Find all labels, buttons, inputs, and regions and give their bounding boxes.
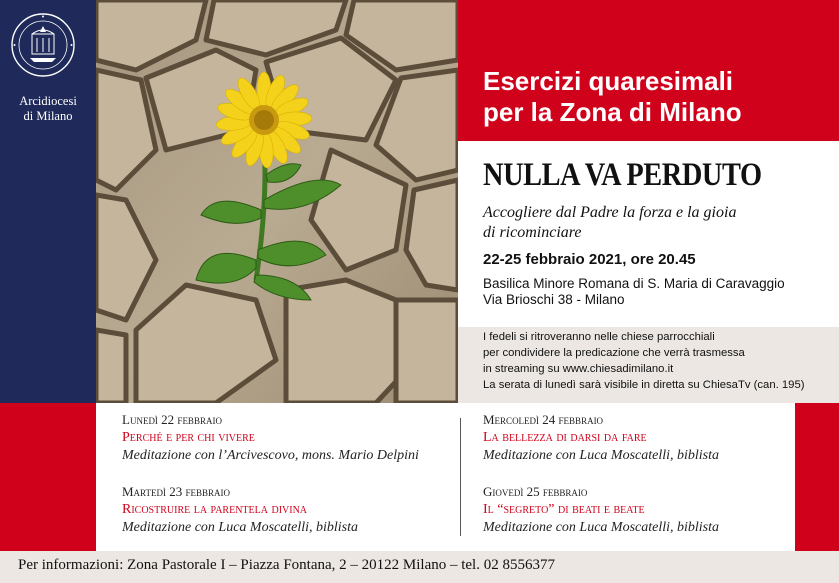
- event-dates: 22-25 febbraio 2021, ore 20.45: [483, 251, 696, 268]
- subtitle: [483, 203, 823, 243]
- schedule-day: Martedì 23 febbraio: [122, 484, 231, 499]
- schedule-item-thursday: [483, 484, 719, 536]
- header-title: [483, 66, 823, 128]
- schedule-day: Lunedì 22 febbraio: [122, 412, 222, 427]
- venue-line2: Via Brioschi 38 - Milano: [483, 292, 625, 307]
- info-line: per condividere la predicazione che verrà trasmessa: [483, 347, 745, 359]
- schedule-talk-title: Perché e per chi vivere: [122, 430, 255, 445]
- archdiocese-seal-icon: [10, 12, 76, 78]
- info-line: in streaming su www.chiesadimilano.it: [483, 363, 674, 375]
- schedule-talk-title: La bellezza di darsi da fare: [483, 430, 647, 445]
- info-line: La serata di lunedì sarà visibile in diretta su ChiesaTv (can. 195): [483, 379, 805, 391]
- schedule-talk-title: Ricostruire la parentela divina: [122, 502, 308, 517]
- schedule-speaker: Meditazione con Luca Moscatelli, biblista: [483, 520, 720, 535]
- schedule-speaker: Meditazione con Luca Moscatelli, biblista: [483, 448, 720, 463]
- info-text: [483, 329, 833, 393]
- flower-in-cracked-earth-photo: [96, 0, 458, 403]
- schedule-talk-title: Il “segreto” di beati e beate: [483, 502, 645, 517]
- header-title-line2: per la Zona di Milano: [483, 97, 742, 127]
- subtitle-line2: di ricominciare: [483, 224, 582, 241]
- info-line: I fedeli si ritroveranno nelle chiese parrocchiali: [483, 331, 715, 343]
- archdiocese-name-line2: di Milano: [23, 109, 73, 123]
- schedule-item-monday: [122, 412, 419, 464]
- archdiocese-name-line1: Arcidiocesi: [19, 94, 77, 108]
- schedule-day: Mercoledì 24 febbraio: [483, 412, 604, 427]
- schedule-speaker: Meditazione con l’Arcivescovo, mons. Mario Delpini: [122, 448, 419, 463]
- main-title: NULLA VA PERDUTO: [483, 157, 762, 193]
- bottom-right-red-block: [795, 403, 839, 551]
- subtitle-line1: Accogliere dal Padre la forza e la gioia: [483, 204, 737, 221]
- header-title-line1: Esercizi quaresimali: [483, 66, 734, 96]
- schedule-day: Giovedì 25 febbraio: [483, 484, 588, 499]
- schedule-divider: [460, 418, 461, 536]
- schedule-item-tuesday: [122, 484, 358, 536]
- footer-contact-info: Per informazioni: Zona Pastorale I – Piazza Fontana, 2 – 20122 Milano – tel. 02 8556377: [18, 557, 555, 573]
- archdiocese-name: [0, 94, 96, 124]
- bottom-left-red-block: [0, 403, 96, 551]
- venue-line1: Basilica Minore Romana di S. Maria di Caravaggio: [483, 276, 785, 291]
- schedule-item-wednesday: [483, 412, 719, 464]
- schedule-speaker: Meditazione con Luca Moscatelli, biblista: [122, 520, 359, 535]
